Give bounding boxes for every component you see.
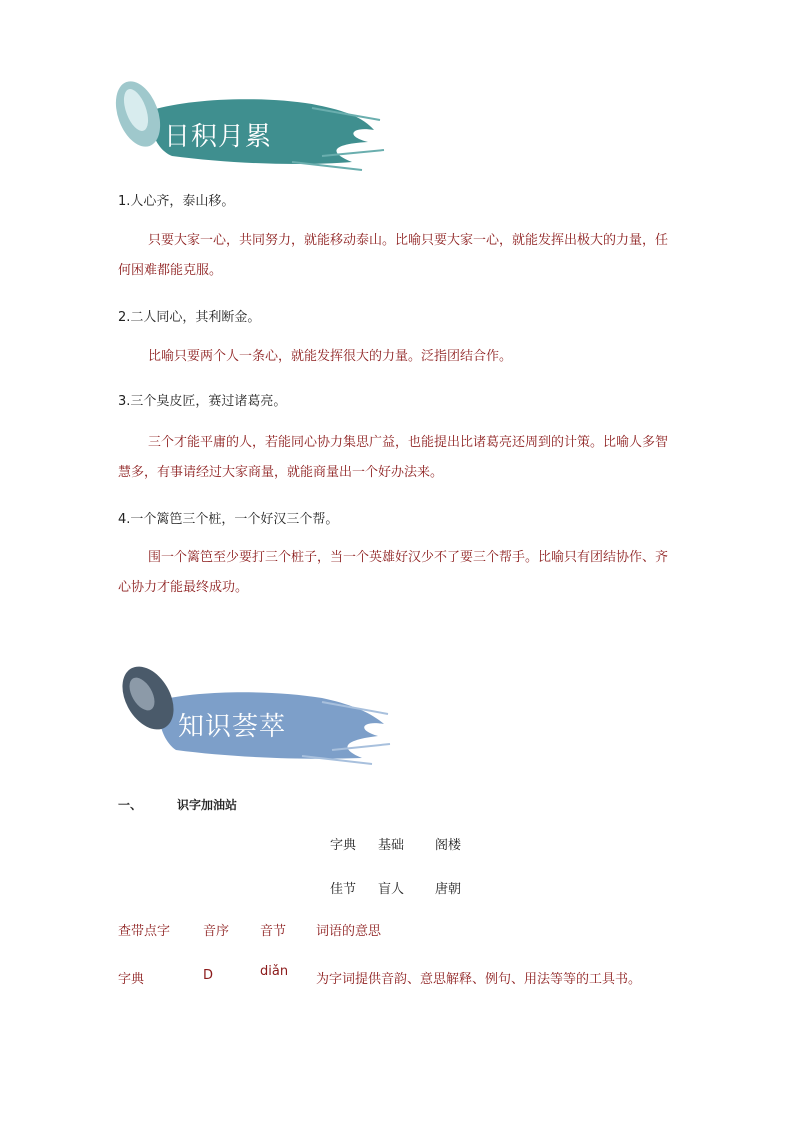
table-cell-word: 字典: [118, 972, 145, 987]
section-banner-daily: [112, 70, 392, 180]
table-cell-order: D: [203, 968, 214, 983]
section-title-daily: 日积月累: [164, 122, 273, 152]
idiom-heading-3: 3.三个臭皮匠，赛过诸葛亮。: [118, 394, 287, 409]
word-item: 字典: [330, 838, 357, 853]
idiom-heading-4: 4.一个篱笆三个桩，一个好汉三个帮。: [118, 512, 339, 527]
idiom-explanation-1: 只要大家一心，共同努力，就能移动泰山。比喻只要大家一心，就能发挥出极大的力量，任何困难都能克服。: [118, 233, 669, 278]
word-item: 唐朝: [435, 882, 462, 897]
section-banner-knowledge: [112, 660, 392, 770]
section-title-knowledge: 知识荟萃: [178, 712, 287, 742]
idiom-heading-1: 1.人心齐，泰山移。: [118, 194, 235, 209]
subsection-number: 一、: [118, 798, 143, 812]
table-header-char: 查带点字: [118, 924, 171, 939]
subsection-label: 识字加油站: [177, 798, 238, 812]
table-header-meaning: 词语的意思: [316, 924, 382, 939]
word-item: 基础: [378, 838, 405, 853]
word-item: 盲人: [378, 882, 405, 897]
word-item: 阁楼: [435, 838, 462, 853]
table-header-syllable: 音节: [260, 924, 287, 939]
idiom-explanation-2: 比喻只要两个人一条心，就能发挥很大的力量。泛指团结合作。: [148, 349, 513, 364]
table-cell-syllable: diǎn: [260, 964, 289, 979]
idiom-explanation-4: 围一个篱笆至少要打三个桩子，当一个英雄好汉少不了要三个帮手。比喻只有团结协作、齐心协力才能最终成功。: [118, 550, 669, 595]
idiom-heading-2: 2.二人同心，其利断金。: [118, 310, 261, 325]
idiom-explanation-3: 三个才能平庸的人，若能同心协力集思广益，也能提出比诸葛亮还周到的计策。比喻人多智慧多，有事请经过大家商量，就能商量出一个好办法来。: [118, 435, 669, 480]
table-header-order: 音序: [203, 924, 230, 939]
word-item: 佳节: [330, 882, 357, 897]
table-cell-meaning: 为字词提供音韵、意思解释、例句、用法等等的工具书。: [316, 972, 642, 987]
